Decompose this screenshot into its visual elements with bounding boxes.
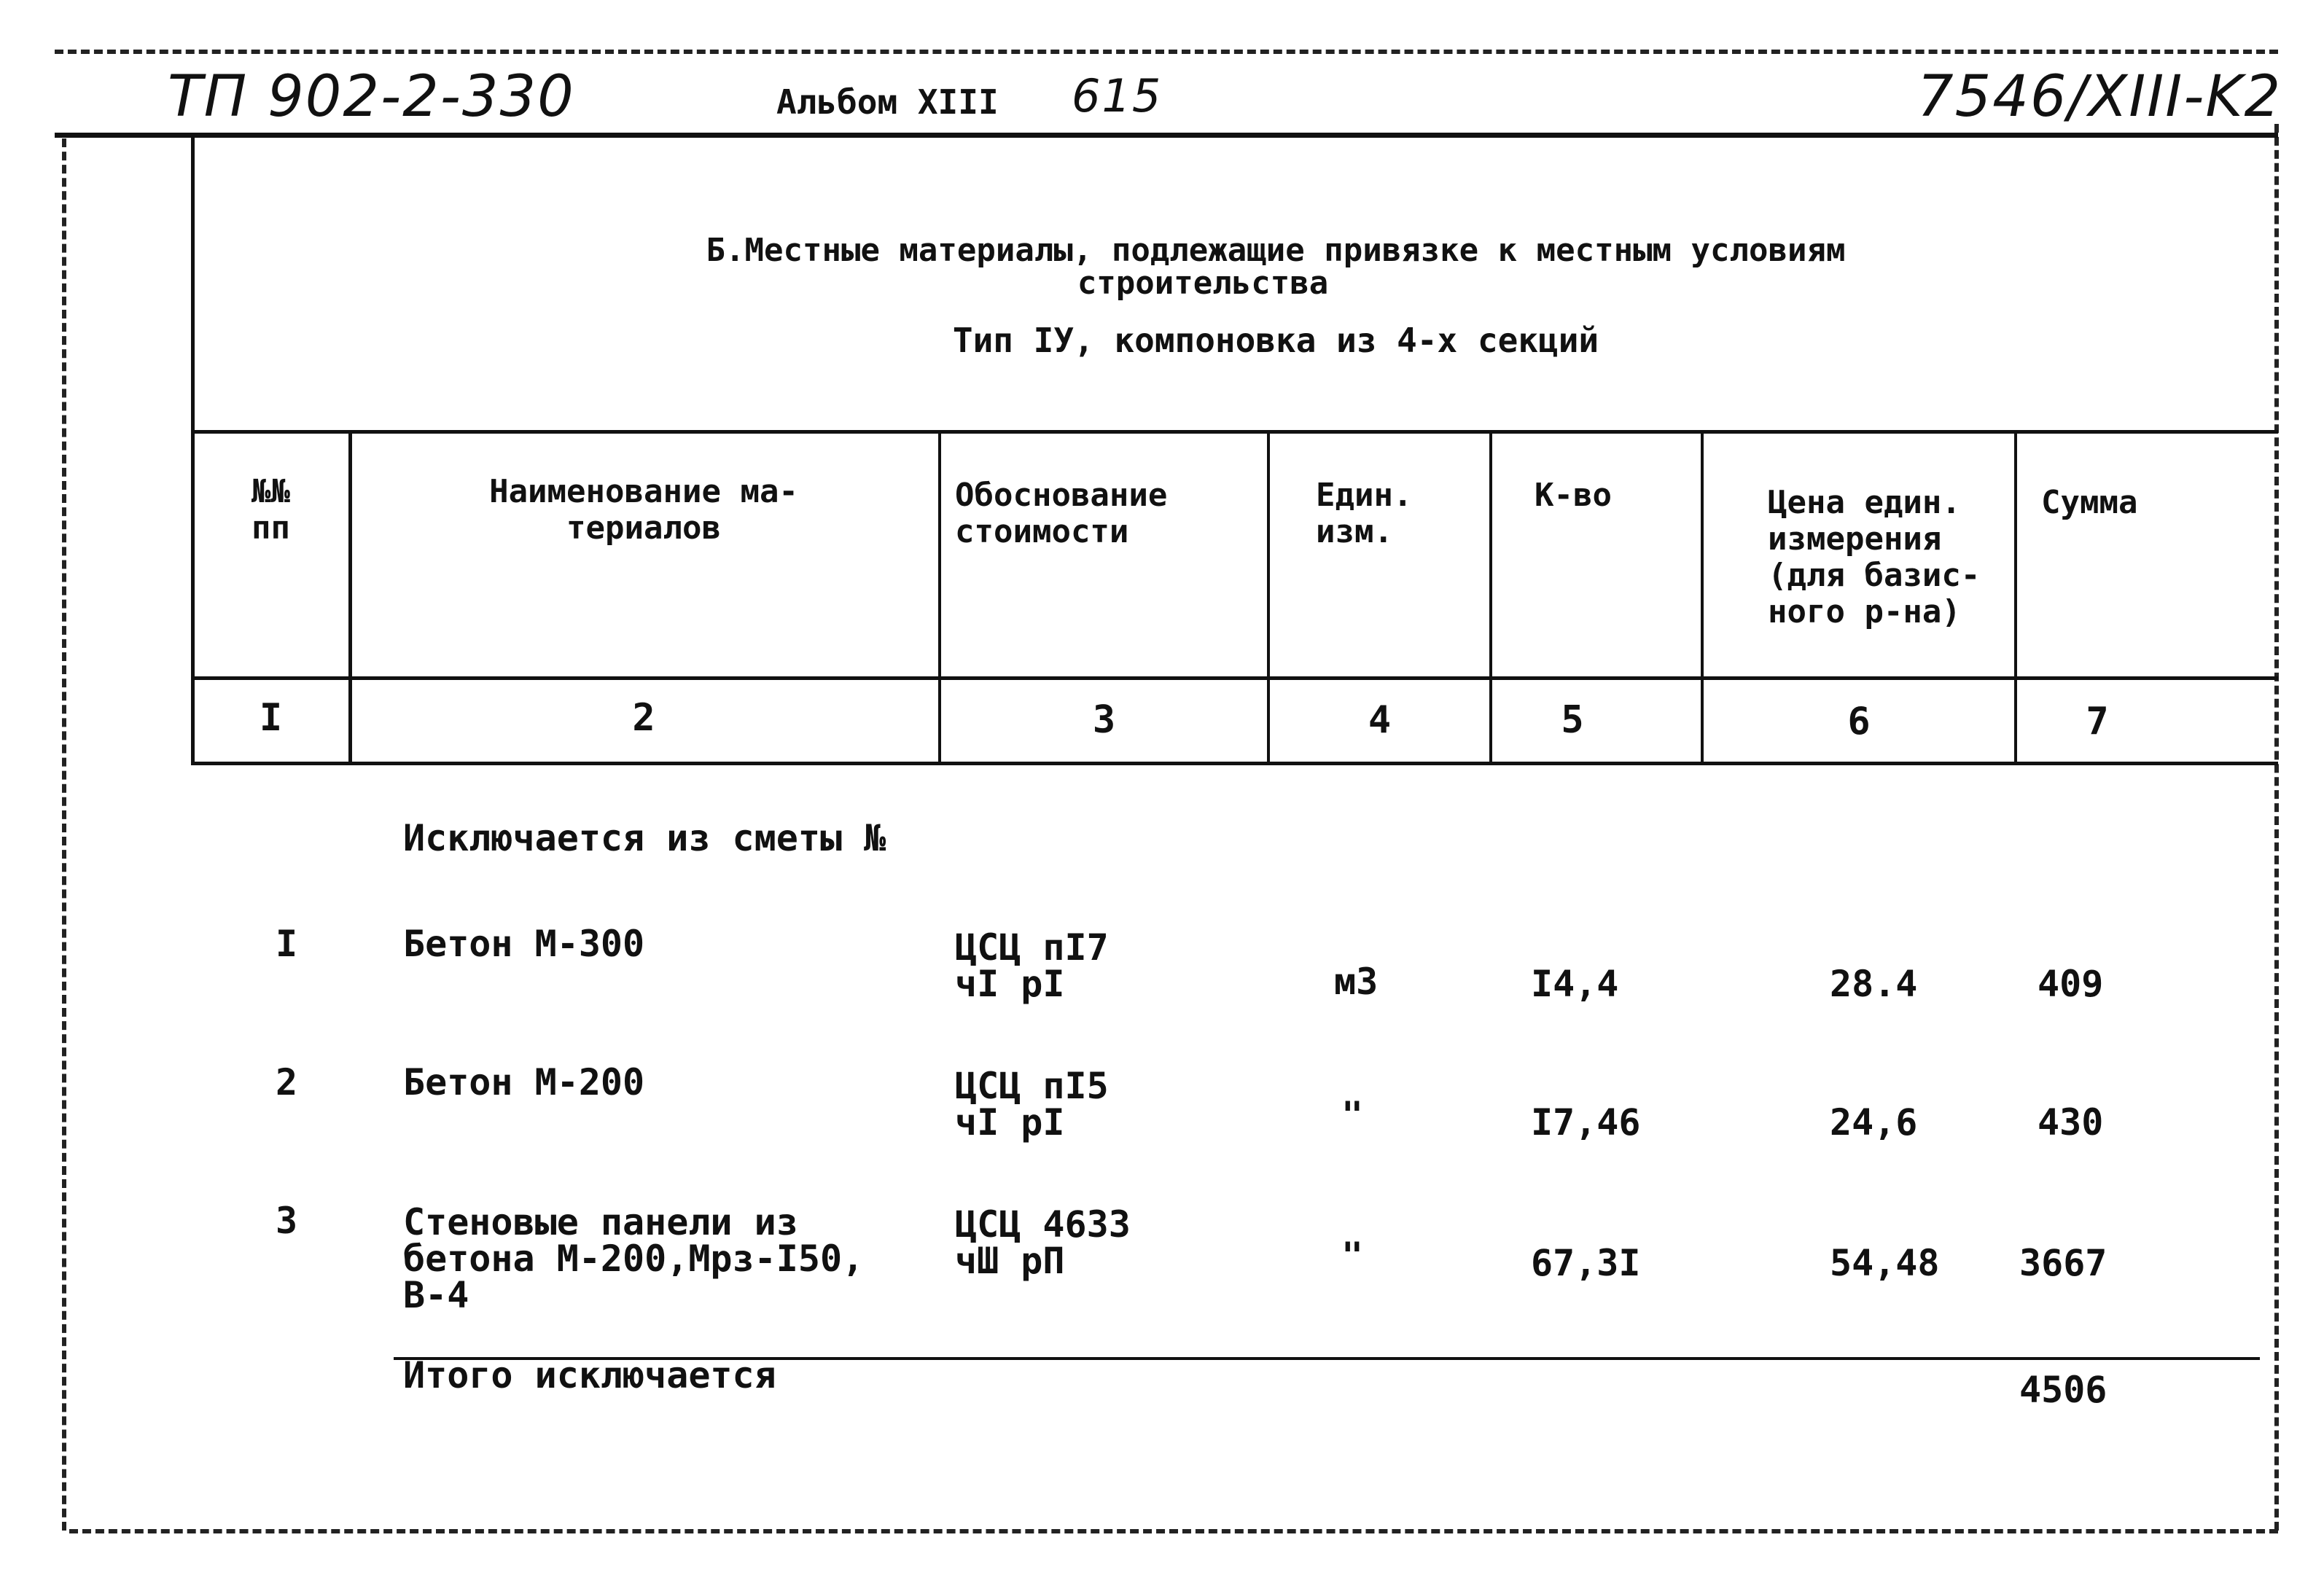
colnum-4: 4 bbox=[1368, 698, 1392, 742]
colnum-6: 6 bbox=[1847, 700, 1871, 743]
sheet-number: 615 bbox=[1072, 69, 1163, 122]
header-number: №№ пп bbox=[251, 473, 290, 547]
header-bottom-line bbox=[193, 676, 2278, 680]
row2-price: 24,6 bbox=[1830, 1101, 1918, 1144]
header-cost-basis: Обоснование стоимости bbox=[955, 477, 1168, 550]
row2-name: Бетон М-200 bbox=[403, 1061, 645, 1103]
frame-left bbox=[62, 138, 66, 1531]
title-line1: Б.Местные материалы, подлежащие привязке к местным условиям bbox=[706, 232, 1846, 269]
colnum-2: 2 bbox=[632, 696, 655, 740]
row2-number: 2 bbox=[276, 1061, 298, 1103]
row2-quantity: I7,46 bbox=[1531, 1101, 1641, 1144]
row2-basis: ЦСЦ пI5 чI рI bbox=[955, 1065, 1109, 1144]
total-sum: 4506 bbox=[2019, 1369, 2107, 1411]
section-label: Исключается из сметы № bbox=[403, 817, 886, 859]
row3-sum: 3667 bbox=[2019, 1242, 2107, 1284]
row1-sum: 409 bbox=[2038, 963, 2104, 1005]
row1-unit: м3 bbox=[1334, 961, 1379, 1003]
table-top-line bbox=[193, 430, 2278, 434]
row1-number: I bbox=[276, 923, 298, 965]
row3-name: Стеновые панели из бетона М-200,Мрз-I50, В-4 bbox=[403, 1201, 865, 1316]
title-line3: Тип IУ, компоновка из 4-х секций bbox=[952, 321, 1599, 360]
colnum-3: 3 bbox=[1092, 698, 1116, 742]
row3-basis: ЦСЦ 4633 чШ рП bbox=[955, 1203, 1131, 1282]
row1-name: Бетон М-300 bbox=[403, 923, 645, 965]
album-label: Альбом XIII bbox=[776, 82, 999, 122]
row1-basis: ЦСЦ пI7 чI рI bbox=[955, 926, 1109, 1005]
colnum-5: 5 bbox=[1561, 698, 1584, 742]
document-code: 7546/XIII-K2 bbox=[1917, 64, 2282, 130]
frame-top bbox=[55, 50, 2278, 54]
header-unit-price: Цена един. измерения (для базис- ного р-на) bbox=[1768, 484, 1981, 630]
row3-number: 3 bbox=[276, 1200, 298, 1242]
row3-quantity: 67,3I bbox=[1531, 1242, 1641, 1284]
header-unit: Един. изм. bbox=[1316, 477, 1413, 550]
header-quantity: К-во bbox=[1535, 477, 1612, 514]
row1-quantity: I4,4 bbox=[1531, 963, 1619, 1005]
colnum-bottom-line bbox=[193, 762, 2278, 765]
colnum-1: I bbox=[259, 696, 283, 740]
total-label: Итого исключается bbox=[403, 1354, 776, 1396]
frame-right bbox=[2274, 124, 2279, 1531]
top-border bbox=[55, 133, 2278, 138]
frame-bottom bbox=[69, 1529, 2278, 1533]
header-material-name: Наименование ма- териалов bbox=[489, 473, 798, 547]
header-sum: Сумма bbox=[2041, 484, 2138, 521]
row1-price: 28.4 bbox=[1830, 963, 1918, 1005]
left-border bbox=[191, 135, 195, 765]
row2-unit: " bbox=[1341, 1094, 1364, 1136]
row3-price: 54,48 bbox=[1830, 1242, 1940, 1284]
row2-sum: 430 bbox=[2038, 1101, 2104, 1144]
row3-unit: " bbox=[1341, 1235, 1364, 1277]
colnum-7: 7 bbox=[2086, 700, 2109, 743]
title-line2: строительства bbox=[1077, 265, 1329, 302]
project-number: ТП 902-2-330 bbox=[168, 64, 575, 130]
